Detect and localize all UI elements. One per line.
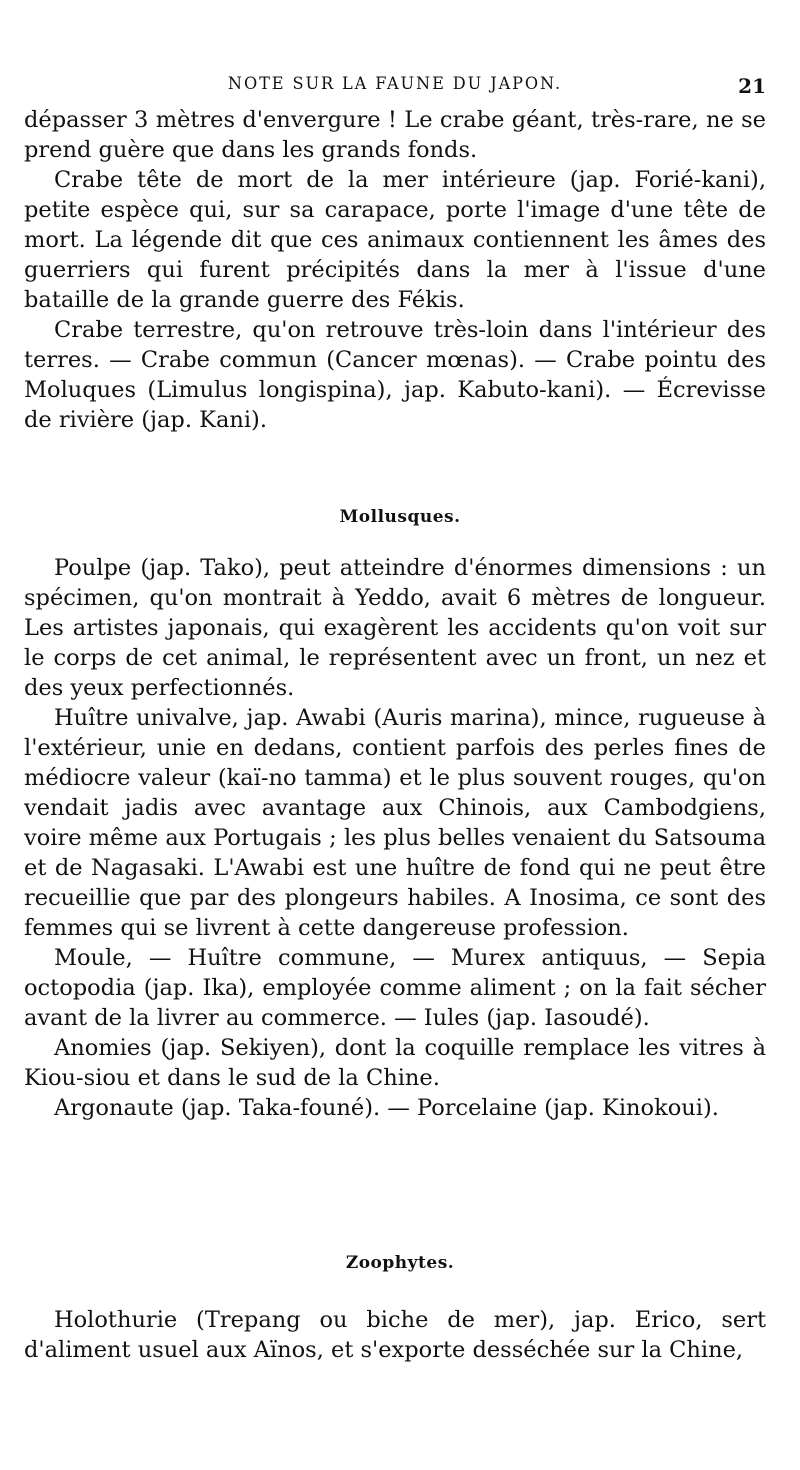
paragraph-argonaute: Argonaute (jap. Taka-founé). — Porcelaine (jap. Kinokoui).	[54, 1095, 719, 1121]
paragraph-holothurie: Holothurie (Trepang ou biche de mer), jap. Erico, sert d'aliment usuel aux Aïnos, et s'exporte desséchée sur la Chine,	[24, 1307, 766, 1363]
text-block-top	[24, 105, 766, 435]
paragraph-anomies: Anomies (jap. Sekiyen), dont la coquille remplace les vitres à Kiou-siou et dans le sud de la Chine.	[24, 1035, 766, 1091]
running-title: NOTE SUR LA FAUNE DU JAPON.	[227, 74, 563, 94]
page-number: 21	[738, 74, 766, 98]
paragraph-moule: Moule, — Huître commune, — Murex antiquus, — Sepia octopodia (jap. Ika), employée comme aliment ; on la fait sécher avant de la livrer au commerce. — Iules (jap. Iasoudé).	[24, 945, 766, 1031]
section-heading-zoophytes: Zoophytes.	[345, 1253, 455, 1273]
running-head	[24, 74, 766, 98]
paragraph-poulpe: Poulpe (jap. Tako), peut atteindre d'énormes dimensions : un spécimen, qu'on montrait à Yeddo, avait 6 mètres de longueur. Les artistes japonais, qui exagèrent les accidents qu'on voit sur le corps de cet animal, le représentent avec un front, un nez et des yeux perfectionnés.	[24, 555, 766, 701]
text-block-mollusques	[24, 553, 766, 1123]
paragraph-huitre-univalve: Huître univalve, jap. Awabi (Auris marina), mince, rugueuse à l'extérieur, unie en dedans, contient parfois des perles fines de médiocre valeur (kaï-no tamma) et le plus souvent rouges, qu'on vendait jadis avec avantage aux Chinois, aux Cambodgiens, voire même aux Portugais ; les plus belles venaient du Satsouma et de Nagasaki. L'Awabi est une huître de fond qui ne peut être recueillie que par des plongeurs habiles. A Inosima, ce sont des femmes qui se livrent à cette dangereuse profession.	[24, 705, 766, 941]
paragraph-crabe-tete-de-mort: Crabe tête de mort de la mer intérieure (jap. Forié-kani), petite espèce qui, sur sa carapace, porte l'image d'une tête de mort. La légende dit que ces animaux contiennent les âmes des guerriers qui furent précipités dans la mer à l'issue d'une bataille de la grande guerre des Fékis.	[24, 167, 766, 313]
text-block-zoophytes	[24, 1305, 766, 1365]
paragraph-crabe-terrestre: Crabe terrestre, qu'on retrouve très-loin dans l'intérieur des terres. — Crabe commun (Cancer mœnas). — Crabe pointu des Moluques (Limulus longispina), jap. Kabuto-kani). — Écrevisse de rivière (jap. Kani).	[24, 317, 766, 433]
paragraph-continuation: dépasser 3 mètres d'envergure ! Le crabe géant, très-rare, ne se prend guère que dans les grands fonds.	[24, 107, 766, 163]
section-heading-mollusques: Mollusques.	[339, 507, 461, 527]
